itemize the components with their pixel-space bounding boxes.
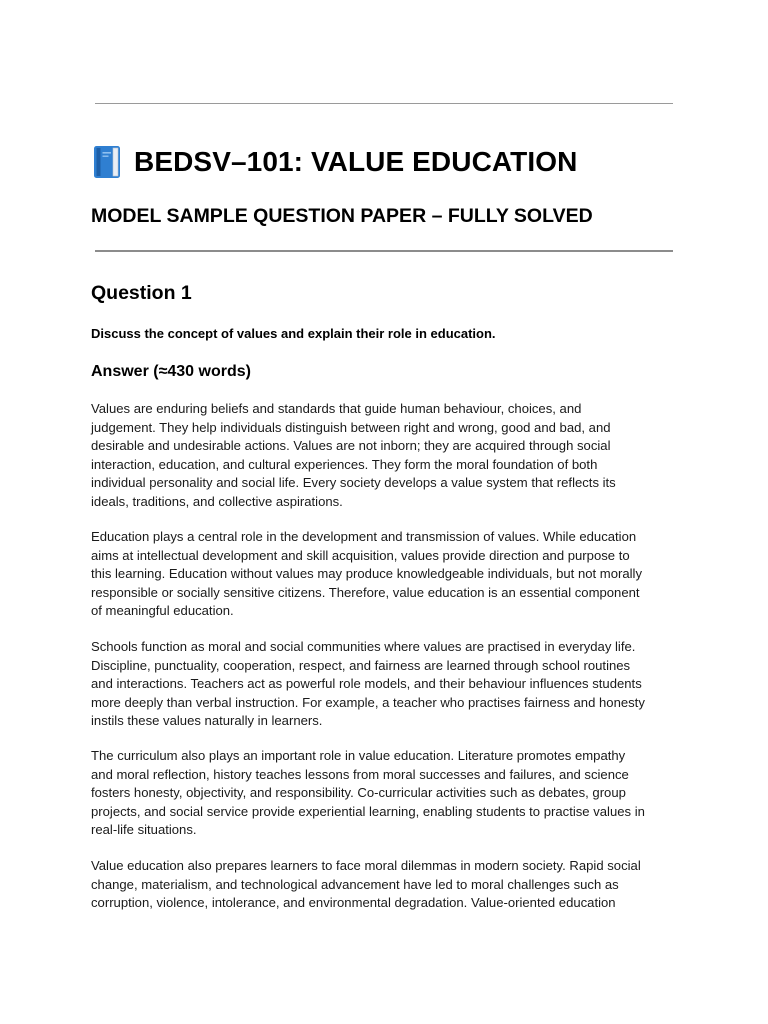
paragraph-line: Schools function as moral and social communities where values are practised in everyday life. (91, 639, 636, 654)
paragraph-line: of meaningful education. (91, 603, 234, 619)
paragraph-line: interaction, education, and cultural experiences. They form the moral foundation of both (91, 456, 598, 472)
paragraph-line: projects, and social service provide experiential learning, enabling students to practise values in (91, 803, 645, 819)
paragraph-line: individual personality and social life. Every society develops a value system that reflects its (91, 475, 616, 491)
answer-paragraph-5 (91, 857, 681, 913)
paragraph-line: Value education also prepares learners to face moral dilemmas in modern society. Rapid social (91, 858, 641, 873)
answer-paragraph-4 (91, 747, 681, 840)
paragraph-line: fosters honesty, objectivity, and responsibility. Co-curricular activities such as debates, group (91, 785, 626, 801)
paragraph-line: aims at intellectual development and skill acquisition, values provide direction and purpose to (91, 547, 630, 563)
paragraph-line: change, materialism, and technological advancement have led to moral challenges such as (91, 876, 619, 892)
answer-paragraph-3 (91, 638, 681, 731)
paragraph-line: desirable and undesirable actions. Values are not inborn; they are acquired through social (91, 438, 611, 454)
blue-book-icon (91, 145, 123, 179)
paragraph-line: more deeply than verbal instruction. For example, a teacher who practises fairness and honesty (91, 694, 645, 710)
paragraph-line: and moral reflection, history teaches lessons from moral successes and failures, and science (91, 766, 629, 782)
question-heading: Question 1 (91, 282, 192, 304)
paragraph-line: ideals, traditions, and collective aspirations. (91, 493, 343, 509)
answer-paragraph-2 (91, 528, 681, 621)
paragraph-line: responsible or socially sensitive citizens. Therefore, value education is an essential component (91, 584, 640, 600)
paragraph-line: instils these values naturally in learners. (91, 713, 323, 729)
paragraph-line: judgement. They help individuals distinguish between right and wrong, good and bad, and (91, 419, 611, 435)
paragraph-line: Discipline, punctuality, cooperation, respect, and fairness are learned through school routines (91, 657, 631, 673)
paragraph-line: this learning. Education without values may produce knowledgeable individuals, but not morally (91, 566, 642, 582)
paragraph-line: Education plays a central role in the development and transmission of values. While education (91, 529, 637, 544)
section-divider (95, 250, 673, 252)
page-subtitle: MODEL SAMPLE QUESTION PAPER – FULLY SOLVED (91, 205, 593, 227)
answer-heading: Answer (≈430 words) (91, 363, 251, 380)
paragraph-line: The curriculum also plays an important role in value education. Literature promotes empathy (91, 748, 626, 763)
page-title: BEDSV–101: VALUE EDUCATION (134, 146, 578, 177)
paragraph-line: and interactions. Teachers act as powerful role models, and their behaviour influences students (91, 676, 642, 692)
paragraph-line: corruption, violence, intolerance, and environmental degradation. Value-oriented education (91, 895, 616, 911)
top-divider (95, 103, 673, 104)
paragraph-line: real-life situations. (91, 822, 197, 838)
answer-paragraph-1 (91, 400, 681, 512)
question-text: Discuss the concept of values and explain their role in education. (91, 326, 496, 341)
paragraph-line: Values are enduring beliefs and standards that guide human behaviour, choices, and (91, 401, 582, 416)
title-row (91, 142, 577, 182)
